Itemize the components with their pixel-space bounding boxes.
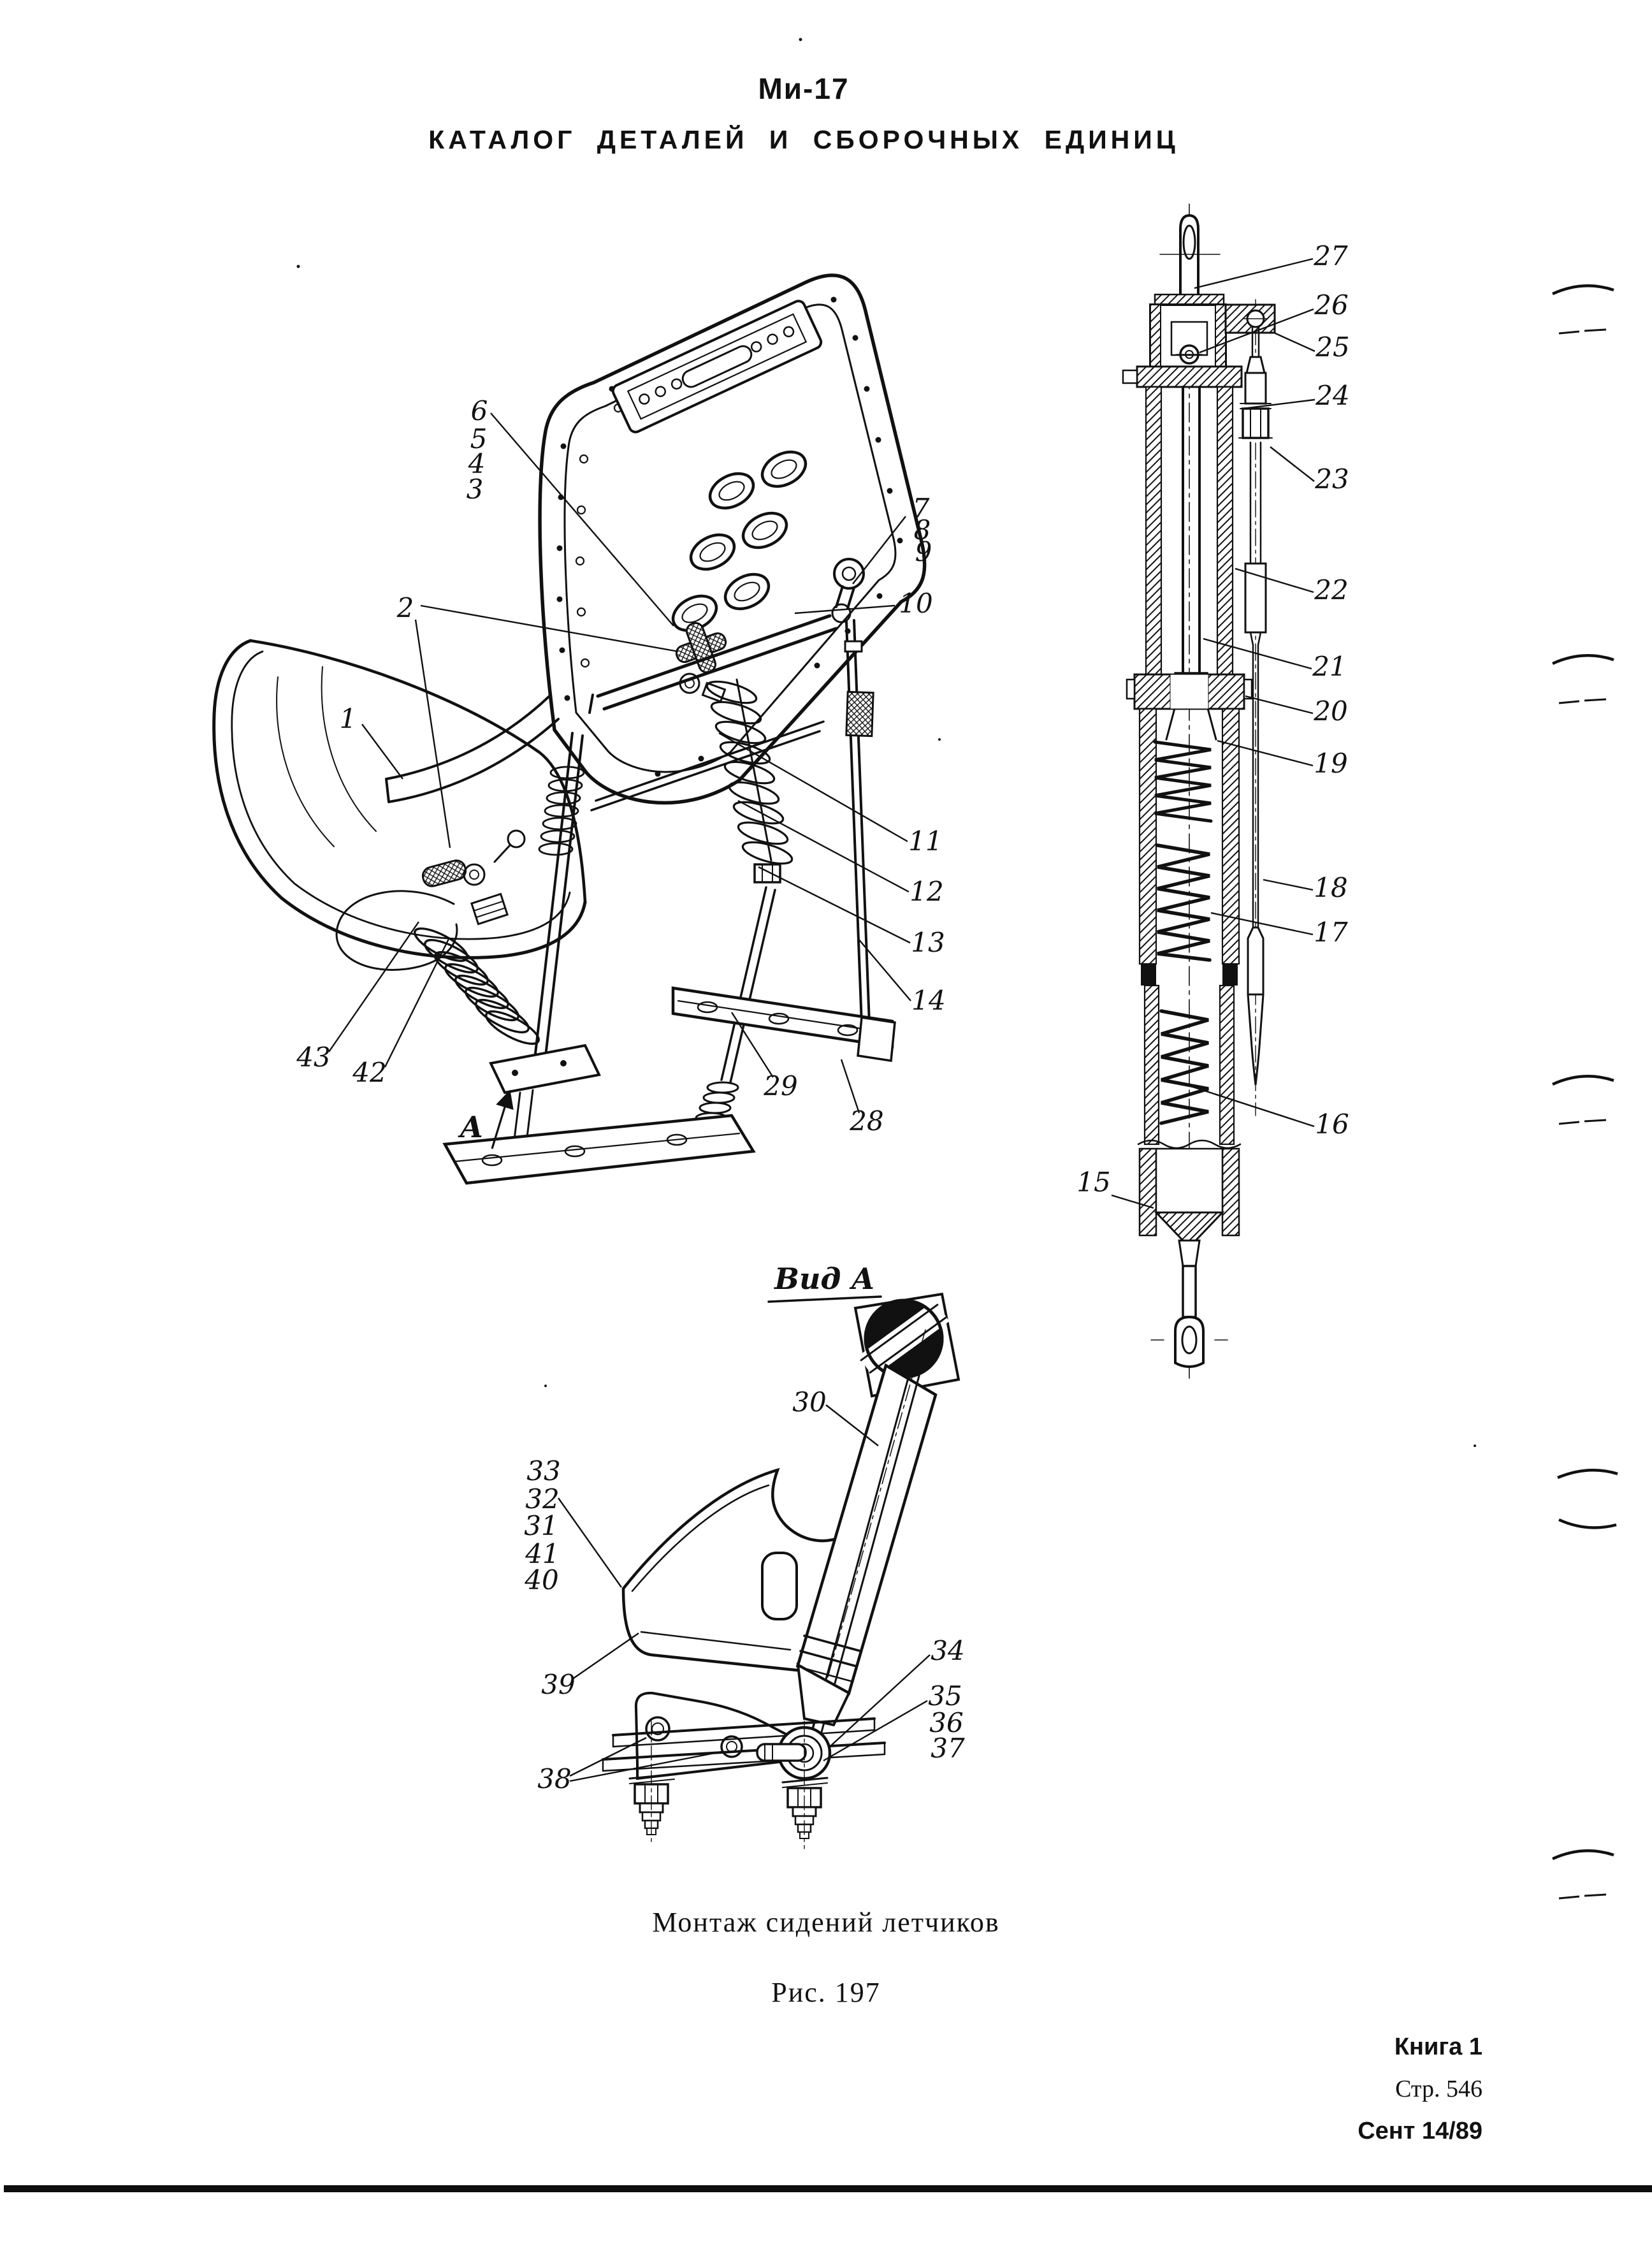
callout-19: 19 <box>1314 748 1348 779</box>
flange <box>1137 367 1242 387</box>
callout-39: 39 <box>541 1669 576 1700</box>
footer-book: Книга 1 <box>1394 2034 1482 2060</box>
footer-page-number: Стр. 546 <box>1395 2076 1482 2102</box>
spring-lower <box>1161 1011 1208 1123</box>
callout-28: 28 <box>850 1105 884 1137</box>
callout-15: 15 <box>1076 1167 1111 1198</box>
callout-22: 22 <box>1314 574 1349 606</box>
callout-3: 3 <box>466 474 484 505</box>
callout-38: 38 <box>537 1763 572 1794</box>
callout-21: 21 <box>1312 651 1347 682</box>
callout-10: 10 <box>899 588 933 619</box>
callout-31: 31 <box>524 1510 558 1541</box>
callout-30: 30 <box>792 1386 827 1418</box>
shock-absorber-section-drawing <box>1123 204 1275 1378</box>
header-catalog-title: КАТАЛОГ ДЕТАЛЕЙ И СБОРОЧНЫХ ЕДИНИЦ <box>428 125 1179 154</box>
scan-specks <box>297 38 1477 1448</box>
bottom-rule <box>4 2185 1652 2192</box>
callout-36: 36 <box>929 1707 964 1738</box>
spring-middle <box>1157 845 1210 960</box>
callout-26: 26 <box>1314 289 1349 321</box>
callout-5: 5 <box>470 423 488 455</box>
view-a-underline <box>769 1297 881 1302</box>
cable-clamp <box>472 894 507 924</box>
view-a-detail-drawing <box>603 1262 959 1849</box>
callout-18: 18 <box>1314 872 1348 903</box>
left-skid <box>445 1116 753 1183</box>
leader-line-2 <box>416 620 450 848</box>
figure-caption: Монтаж сидений летчиков <box>652 1907 1000 1938</box>
callout-8: 8 <box>913 514 931 546</box>
callout-13: 13 <box>911 927 945 958</box>
front-strut-footplate <box>491 1045 599 1093</box>
callout-37: 37 <box>931 1733 965 1764</box>
callout-14: 14 <box>911 985 946 1016</box>
callout-17: 17 <box>1314 917 1348 948</box>
bottom-cup-bore <box>1156 1149 1222 1212</box>
detail-mount-lug <box>636 1693 790 1779</box>
leader-line-25 <box>1274 333 1315 351</box>
leader-line-1 <box>362 724 403 779</box>
outer-tube-wall-left <box>1146 387 1161 674</box>
callout-35: 35 <box>928 1680 962 1712</box>
spring-upper <box>1155 742 1211 821</box>
footer-date: Сент 14/89 <box>1358 2118 1482 2144</box>
page-footer <box>1358 2026 1482 2152</box>
callout-34: 34 <box>931 1635 965 1666</box>
callout-4: 4 <box>468 448 486 479</box>
callout-9: 9 <box>915 536 932 567</box>
rear-support-rod <box>846 620 869 1025</box>
callout-42: 42 <box>352 1057 387 1088</box>
view-a-label: Вид А <box>774 1262 875 1296</box>
callout-11: 11 <box>908 826 943 857</box>
leader-line-11 <box>719 733 908 841</box>
cable-washer <box>464 864 484 885</box>
leader-line-42 <box>385 939 449 1067</box>
strut-lower-shaft <box>721 887 775 1082</box>
outer-tube-wall-right <box>1217 387 1233 674</box>
callout-6: 6 <box>470 395 488 426</box>
leader-line-39 <box>572 1633 639 1679</box>
figure-number: Рис. 197 <box>771 1977 881 2008</box>
upper-eye-rod <box>1177 215 1202 305</box>
leader-line-23 <box>1270 447 1314 481</box>
callout-1: 1 <box>339 703 357 734</box>
detail-pocket-tab <box>762 1553 797 1619</box>
header-aircraft-model: Ми-17 <box>758 72 850 105</box>
callout-16: 16 <box>1315 1109 1349 1140</box>
callout-23: 23 <box>1315 463 1349 495</box>
leader-line-14 <box>858 938 911 1001</box>
leader-line-33 <box>558 1498 621 1587</box>
seat-coil-spring <box>410 922 542 1050</box>
clevis-block <box>1150 305 1226 368</box>
callout-29: 29 <box>764 1070 798 1102</box>
callout-12: 12 <box>909 876 944 907</box>
lower-eye <box>1175 1317 1203 1367</box>
leader-line-18 <box>1263 880 1313 890</box>
leader-line-43 <box>329 922 419 1052</box>
callout-33: 33 <box>526 1455 561 1487</box>
callout-25: 25 <box>1315 331 1350 363</box>
callout-20: 20 <box>1314 695 1348 727</box>
knurled-barrel <box>846 692 873 736</box>
callout-2: 2 <box>396 592 414 623</box>
cable-knob <box>421 859 467 889</box>
callout-43: 43 <box>296 1042 331 1073</box>
right-skid-end-block <box>858 1017 895 1061</box>
callout-7: 7 <box>912 493 930 524</box>
leader-line-27 <box>1194 259 1313 288</box>
callout-41: 41 <box>525 1538 560 1569</box>
leader-line-13 <box>758 867 910 943</box>
callout-40: 40 <box>525 1564 559 1596</box>
callout-24: 24 <box>1315 380 1350 411</box>
piston-rod <box>1183 387 1199 673</box>
callout-27: 27 <box>1314 240 1348 272</box>
front-strut <box>534 733 583 1067</box>
view-arrow-label: А <box>460 1110 484 1144</box>
page-binding-marks <box>1553 286 1618 1898</box>
callout-32: 32 <box>525 1483 560 1515</box>
leader-line-16 <box>1183 1084 1314 1126</box>
